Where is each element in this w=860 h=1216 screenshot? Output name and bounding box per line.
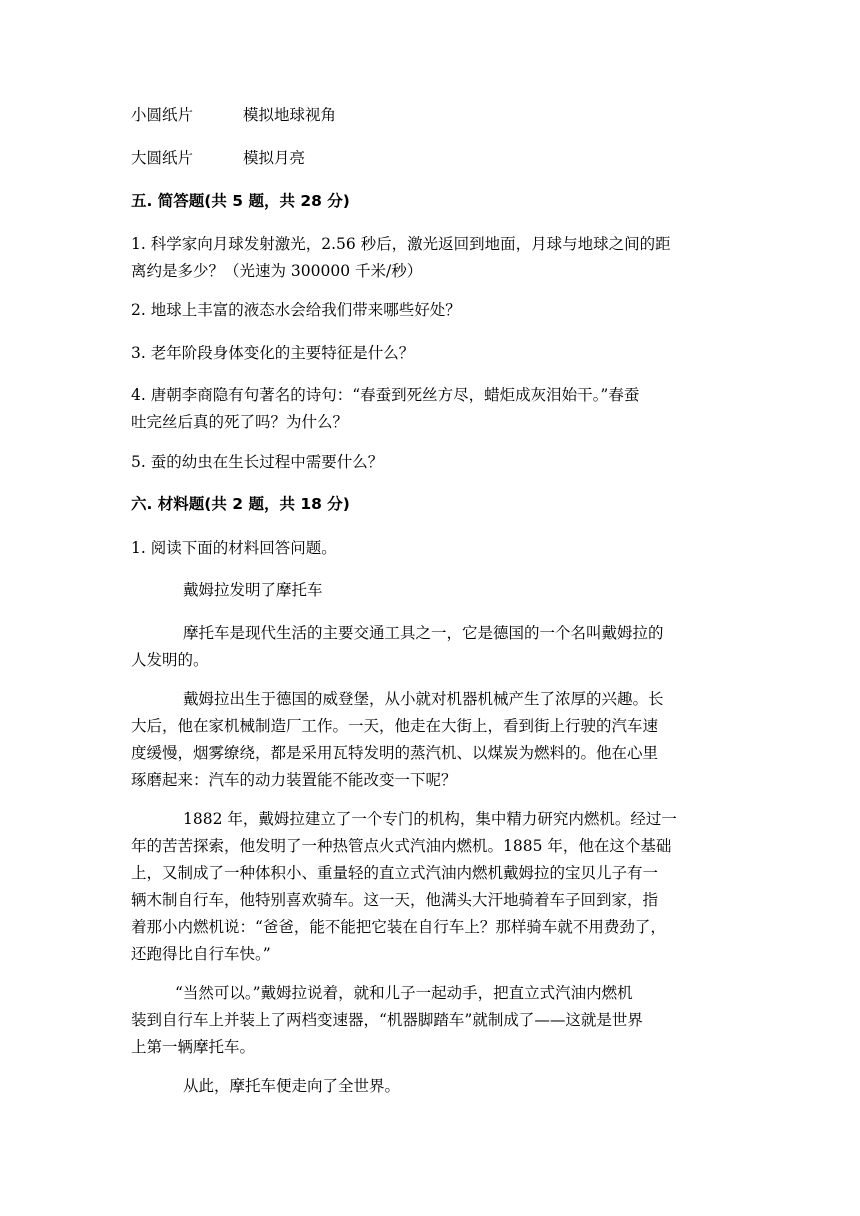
article-title: 戴姆拉发明了摩托车 — [183, 581, 323, 599]
section-heading: 五. 简答题(共 5 题，共 28 分) — [131, 192, 350, 210]
article-paragraph-line: 辆木制自行车，他特别喜欢骑车。这一天，他满头大汗地骑着车子回到家，指 — [131, 891, 659, 909]
article-paragraph-line: 度缓慢，烟雾缭绕，都是采用瓦特发明的蒸汽机、以煤炭为燃料的。他在心里 — [131, 744, 659, 762]
question-4-line: 吐完丝后真的死了吗？为什么？ — [131, 413, 349, 431]
question-3: 3. 老年阶段身体变化的主要特征是什么？ — [131, 344, 415, 362]
article-paragraph-line: “当然可以。”戴姆拉说着，就和儿子一起动手，把直立式汽油内燃机 — [175, 984, 633, 1002]
material-question-1: 1. 阅读下面的材料回答问题。 — [131, 539, 337, 557]
article-paragraph-line: 摩托车是现代生活的主要交通工具之一，它是德国的一个名叫戴姆拉的 — [183, 624, 664, 642]
matching-right: 模拟地球视角 — [243, 106, 337, 124]
question-1-line: 1. 科学家向月球发射激光，2.56 秒后，激光返回到地面，月球与地球之间的距 — [131, 235, 671, 253]
article-paragraph-line: 从此，摩托车便走向了全世界。 — [183, 1077, 401, 1095]
article-paragraph-line: 人发明的。 — [131, 651, 209, 669]
question-1-line: 离约是多少？（光速为 300000 千米/秒） — [131, 262, 423, 280]
matching-right: 模拟月亮 — [243, 149, 306, 167]
question-5: 5. 蚕的幼虫在生长过程中需要什么？ — [131, 453, 384, 471]
article-paragraph-line: 装到自行车上并装上了两档变速器，“机器脚踏车”就制成了——这就是世界 — [131, 1011, 643, 1029]
article-paragraph-line: 年的苦苦探索，他发明了一种热管点火式汽油内燃机。1885 年，他在这个基础 — [131, 837, 672, 855]
article-paragraph-line: 还跑得比自行车快。” — [131, 945, 271, 963]
section-heading: 六. 材料题(共 2 题，共 18 分) — [131, 495, 350, 513]
matching-left: 大圆纸片 — [131, 149, 194, 167]
question-4-line: 4. 唐朝李商隐有句著名的诗句：“春蚕到死丝方尽，蜡炬成灰泪始干。”春蚕 — [131, 386, 640, 404]
matching-left: 小圆纸片 — [131, 106, 194, 124]
article-paragraph-line: 上第一辆摩托车。 — [131, 1038, 256, 1056]
article-paragraph-line: 琢磨起来：汽车的动力装置能不能改变一下呢？ — [131, 771, 457, 789]
article-paragraph-line: 1882 年，戴姆拉建立了一个专门的机构，集中精力研究内燃机。经过一 — [183, 810, 677, 828]
article-paragraph-line: 戴姆拉出生于德国的威登堡，从小就对机器机械产生了浓厚的兴趣。长 — [183, 690, 664, 708]
article-paragraph-line: 上，又制成了一种体积小、重量轻的直立式汽油内燃机戴姆拉的宝贝儿子有一 — [131, 864, 659, 882]
question-2: 2. 地球上丰富的液态水会给我们带来哪些好处？ — [131, 301, 461, 319]
article-paragraph-line: 大后，他在家机械制造厂工作。一天，他走在大街上，看到街上行驶的汽车速 — [131, 717, 659, 735]
article-paragraph-line: 着那小内燃机说：“爸爸，能不能把它装在自行车上？那样骑车就不用费劲了， — [131, 918, 666, 936]
